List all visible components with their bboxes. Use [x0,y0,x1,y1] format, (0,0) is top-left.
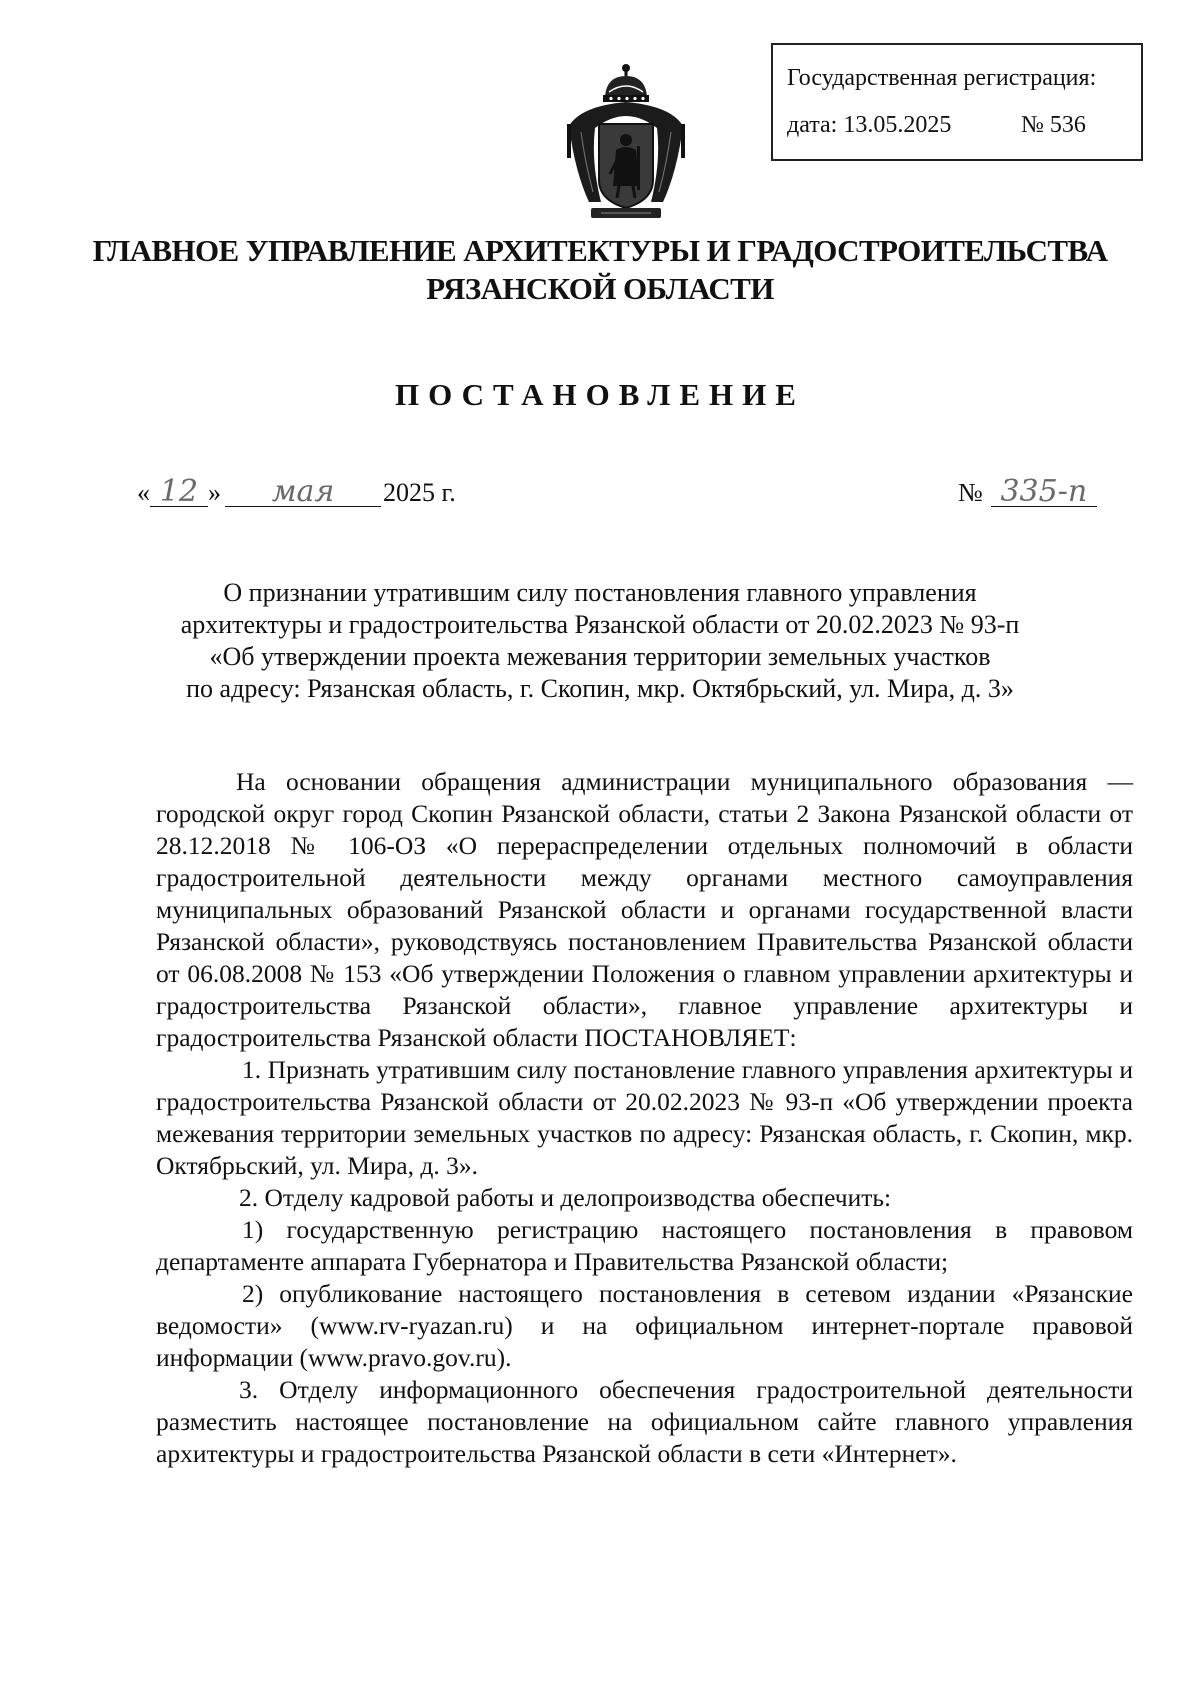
registration-date-label: дата: [787,112,838,138]
registration-date [787,112,1141,139]
preamble-paragraph: На основании обращения администрации муниципального образования — городской округ город Скопин Рязанской области, статьи 2 Закона Рязанской области от 28.12.2018 № 106-ОЗ «О перераспределении отдельных полномочий в области градостроительной деятельности между органами местного самоуправления муниципальных образований Рязанской области и органами государственной власти Рязанской области», руководствуясь постановлением Правительства Рязанской области от 06.08.2008 № 153 «Об утверждении Положения о главном управлении архитектуры и градостроительства Рязанской области», главное управление архитектуры и градостроительства Рязанской области ПОСТАНОВЛЯЕТ: [156,767,1133,1052]
date-month: мая [225,478,381,507]
date-line [137,474,456,509]
date-close-quote: » [208,478,221,507]
registration-number-label: № [1021,112,1044,138]
coat-of-arms-icon [561,62,691,226]
document-number-value: 335-п [991,478,1097,507]
crown-icon [603,64,649,102]
registration-number [1021,112,1086,139]
clause-2: 2. Отделу кадровой работы и делопроизводства обеспечить: [239,1183,892,1212]
registration-number-value: 536 [1049,112,1086,138]
date-open-quote: « [137,478,150,507]
date-day: 12 [150,478,208,507]
document-type: ПОСТАНОВЛЕНИЕ [395,377,805,412]
registration-date-value: 13.05.2025 [843,112,952,138]
clause-2-1: 1) государственную регистрацию настоящего постановления в правовом департаменте аппарата Губернатора и Правительства Рязанской области; [156,1215,1133,1276]
document-number [958,474,1097,509]
date-year: 2025 г. [383,478,456,507]
agency-title-line-2: РЯЗАНСКОЙ ОБЛАСТИ [426,271,774,306]
clause-3: 3. Отделу информационного обеспечения градостроительной деятельности разместить настоящее постановление на официальном сайте главного управления архитектуры и градостроительства Рязанской области в сети «Интернет». [156,1375,1133,1468]
subject-line: О признании утратившим силу постановления главного управления [223,578,977,607]
clause-2-2: 2) опубликование настоящего постановления в сетевом издании «Рязанские ведомости» (www.rv-ryazan.ru) и на официальном интернет-портале правовой информации (www.pravo.gov.ru). [156,1279,1133,1372]
document-subject [0,577,1200,705]
registration-stamp [771,43,1143,161]
document-number-label: № [958,478,983,507]
subject-line: «Об утверждении проекта межевания территории земельных участков [209,642,991,671]
registration-title: Государственная регистрация: [787,65,1097,91]
agency-title-line-1: ГЛАВНОЕ УПРАВЛЕНИЕ АРХИТЕКТУРЫ И ГРАДОСТРОИТЕЛЬСТВА [92,233,1108,268]
subject-line: архитектуры и градостроительства Рязанской области от 20.02.2023 № 93-п [180,610,1020,639]
clause-1: 1. Признать утратившим силу постановление главного управления архитектуры и градостроительства Рязанской области от 20.02.2023 № 93-п «Об утверждении проекта межевания территории земельных участков по адресу: Рязанская область, г. Скопин, мкр. Октябрьский, ул. Мира, д. 3». [156,1055,1133,1180]
document-body [156,766,1133,1470]
subject-line: по адресу: Рязанская область, г. Скопин, мкр. Октябрьский, ул. Мира, д. 3» [186,674,1014,703]
